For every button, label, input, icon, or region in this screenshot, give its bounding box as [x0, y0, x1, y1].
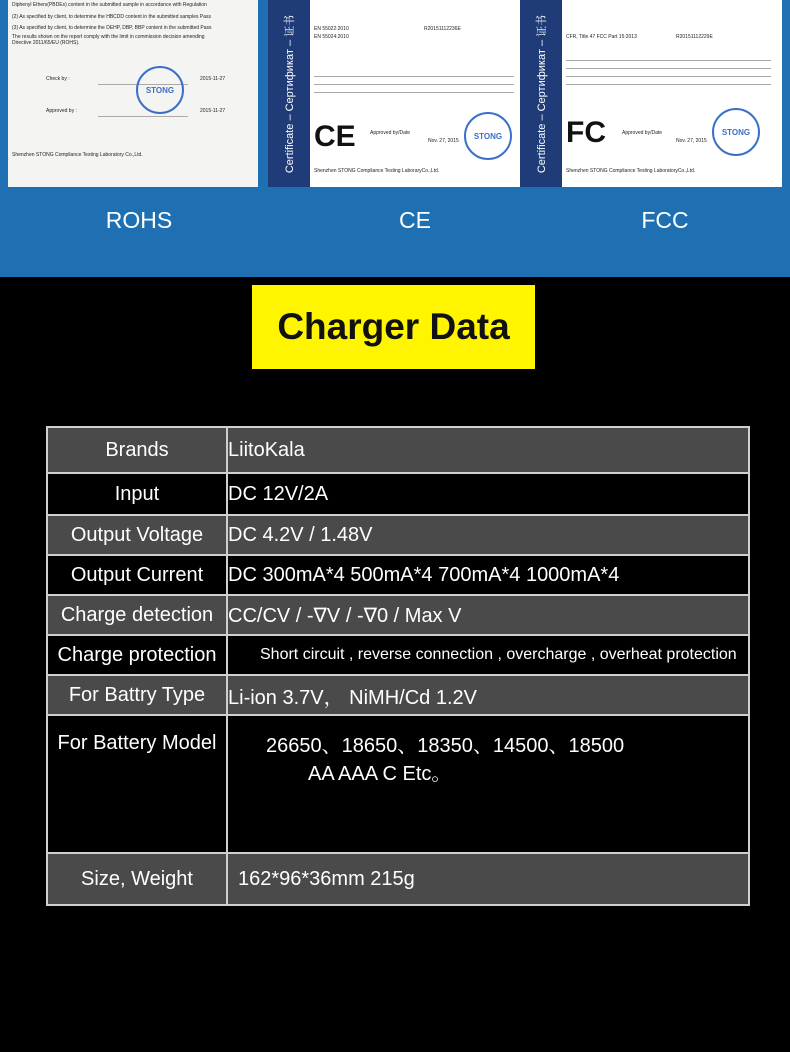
ce-date: Nov. 27, 2015 [428, 138, 459, 144]
spec-key: Input [47, 473, 227, 515]
rohs-text-line: (2) As specified by client, to determine the HBCDD content in the submitted samples Pass [12, 14, 211, 20]
section-title-box [252, 285, 535, 369]
spec-value [227, 715, 749, 853]
text-line [314, 92, 514, 93]
spec-table [46, 426, 750, 906]
spec-value: DC 12V/2A [227, 473, 749, 515]
spec-value: DC 300mA*4 500mA*4 700mA*4 1000mA*4 [227, 555, 749, 595]
stamp-icon: STONG [464, 112, 512, 160]
stamp-icon: STONG [136, 66, 184, 114]
stamp-icon: STONG [712, 108, 760, 156]
ce-mark-icon: CE [314, 120, 356, 153]
signature-line [98, 116, 188, 117]
ce-approved-label: Approved by/Date [370, 130, 411, 136]
rohs-text-line: (3) As specified by client, to determine the DEHP, DBP, BBP content in the submitted Pass [12, 25, 212, 31]
fcc-label: FCC [641, 207, 689, 233]
fcc-footer: Shenzhen STONG Compliance Testing LaboratoryCo.,Ltd. [566, 168, 696, 174]
spec-value: Short circuit , reverse connection , overcharge , overheat protection [227, 635, 749, 675]
table-row [47, 635, 749, 675]
spec-value: 162*96*36mm 215g [227, 853, 749, 905]
fcc-standard: CFR, Title 47 FCC Part 15:2013 [566, 34, 637, 40]
spec-key: Charge detection [47, 595, 227, 635]
table-row [47, 515, 749, 555]
text-line [566, 60, 771, 61]
rohs-date: 2015-11-27 [200, 76, 226, 82]
table-row [47, 595, 749, 635]
ce-standard: EN 55022:2010 [314, 26, 349, 32]
fcc-report-number: R20151112229E [676, 34, 713, 40]
fcc-date: Nov. 27, 2015 [676, 138, 707, 144]
text-line [566, 76, 771, 77]
table-row [47, 427, 749, 473]
fcc-certificate-image [520, 0, 782, 187]
spec-key: For Battry Type [47, 675, 227, 715]
rohs-date: 2015-11-27 [200, 108, 226, 114]
text-line [566, 68, 771, 69]
rohs-check-label: Check by : [46, 76, 70, 82]
ce-footer: Shenzhen STONG Compliance Testing LaboraryCo.,Ltd. [314, 168, 440, 174]
ce-standard: EN 55024:2010 [314, 34, 349, 40]
rohs-certificate-image [8, 0, 258, 187]
spec-key: Charge protection [47, 635, 227, 675]
spec-value: DC 4.2V / 1.48V [227, 515, 749, 555]
table-row [47, 675, 749, 715]
spec-key: Output Voltage [47, 515, 227, 555]
section-title: Charger Data [277, 306, 510, 347]
spec-value: CC/CV / -∇V / -∇0 / Max V [227, 595, 749, 635]
table-row [47, 473, 749, 515]
ce-label: CE [399, 207, 431, 233]
rohs-text-line: Diphenyl Ethers(PBDEs) content in the submitted sample in accordance with Regulation [12, 2, 207, 8]
spec-key: Size, Weight [47, 853, 227, 905]
table-row [47, 715, 749, 853]
ce-certificate-image [268, 0, 525, 187]
spec-value: Li-ion 3.7V， NiMH/Cd 1.2V [227, 675, 749, 715]
fcc-approved-label: Approved by/Date [622, 130, 663, 136]
table-row [47, 555, 749, 595]
battery-model-line: AA AAA C Etc。 [308, 763, 452, 785]
certificate-side-text: Certificate – Сертификат – 证书 [536, 14, 548, 174]
certificate-side-text: Certificate – Сертификат – 证书 [284, 14, 296, 174]
certificate-sidebar [520, 0, 562, 187]
text-line [314, 76, 514, 77]
ce-report-number: R20151112236E [424, 26, 461, 32]
spec-value: LiitoKala [227, 427, 749, 473]
text-line [314, 84, 514, 85]
fcc-mark-icon: FC [566, 116, 606, 149]
spec-key: Output Current [47, 555, 227, 595]
table-row [47, 853, 749, 905]
text-line [566, 84, 771, 85]
spec-key: For Battery Model [47, 715, 227, 853]
certificate-sidebar [268, 0, 310, 187]
rohs-label: ROHS [105, 207, 173, 233]
battery-model-line: 26650、18650、18350、14500、18500 [266, 735, 625, 757]
spec-key: Brands [47, 427, 227, 473]
rohs-approved-label: Approved by : [46, 108, 77, 114]
rohs-text-line: The results shown on the report comply with the limit in commission decision amending Directive 2011/65/EU (ROHS). [12, 34, 205, 46]
rohs-footer: Shenzhen STONG Compliance Testing Laboratory Co.,Ltd. [12, 152, 143, 158]
